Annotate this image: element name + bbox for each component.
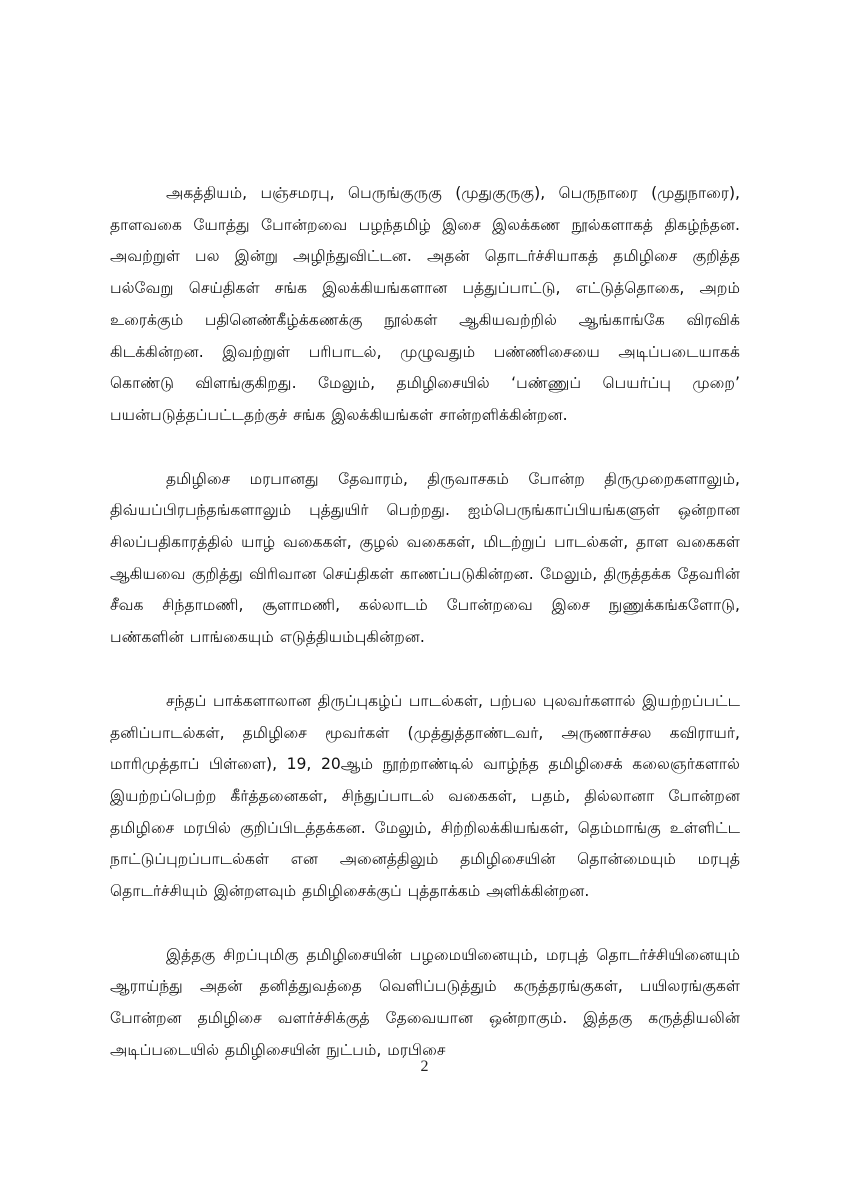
paragraph-3: சந்தப் பாக்களாலான திருப்புகழ்ப் பாடல்கள், பற்பல புலவர்களால் இயற்றப்பட்ட தனிப்பாடல்கள், தமிழிசை மூவர்கள் (முத்துத்தாண்டவர், அருணாச்சல கவிராயர், மாரிமுத்தாப் பிள்ளை), 19, 20ஆம் நூற்றாண்டில் வாழ்ந்த தமிழிசைக் கலைஞர்களால் இயற்றப்பெற்ற கீர்த்தனைகள், சிந்துப்பாடல் வகைகள், பதம், தில்லானா போன்றன தமிழிசை மரபில் குறிப்பிடத்தக்கன. மேலும், சிற்றிலக்கியங்கள், தெம்மாங்கு உள்ளிட்ட நாட்டுப்புறப்பாடல்கள் என அனைத்திலும் தமிழிசையின் தொன்மையும் மரபுத் தொடர்ச்சியும் இன்றளவும் தமிழிசைக்குப் புத்தாக்கம் அளிக்கின்றன. [110,691,740,901]
paragraph-1: அகத்தியம், பஞ்சமரபு, பெருங்குருகு (முதுகுருகு), பெருநாரை (முதுநாரை), தாளவகை யோத்து போன்றவை பழந்தமிழ் இசை இலக்கண நூல்களாகத் திகழ்ந்தன. அவற்றுள் பல இன்று அழிந்துவிட்டன. அதன் தொடர்ச்சியாகத் தமிழிசை குறித்த பல்வேறு செய்திகள் சங்க இலக்கியங்களான பத்துப்பாட்டு, எட்டுத்தொகை, அறம் உரைக்கும் பதினெண்கீழ்க்கணக்கு நூல்கள் ஆகியவற்றில் ஆங்காங்கே விரவிக் கிடக்கின்றன. இவற்றுள் பரிபாடல், முழுவதும் பண்ணிசையை அடிப்படையாகக் கொண்டு விளங்குகிறது. மேலும், தமிழிசையில் ‘பண்ணுப் பெயர்ப்பு முறை’ பயன்படுத்தப்பட்டதற்குச் சங்க இலக்கியங்கள் சான்றளிக்கின்றன. [110,184,740,424]
body-text [110,178,740,1099]
paragraph-4: இத்தகு சிறப்புமிகு தமிழிசையின் பழமையினையும், மரபுத் தொடர்ச்சியினையும் ஆராய்ந்து அதன் தனித்துவத்தை வெளிப்படுத்தும் கருத்தரங்குகள், பயிலரங்குகள் போன்றன தமிழிசை வளர்ச்சிக்குத் தேவையான ஒன்றாகும். இத்தகு கருத்தியலின் அடிப்படையில் தமிழிசையின் நுட்பம், மரபிசை [110,945,740,1059]
paragraph-2: தமிழிசை மரபானது தேவாரம், திருவாசகம் போன்ற திருமுறைகளாலும், திவ்யப்பிரபந்தங்களாலும் புத்துயிர் பெற்றது. ஐம்பெருங்காப்பியங்களுள் ஒன்றான சிலப்பதிகாரத்தில் யாழ் வகைகள், குழல் வகைகள், மிடற்றுப் பாடல்கள், தாள வகைகள் ஆகியவை குறித்து விரிவான செய்திகள் காணப்படுகின்றன. மேலும், திருத்தக்க தேவரின் சீவக சிந்தாமணி, சூளாமணி, கல்லாடம் போன்றவை இசை நுணுக்கங்களோடு, பண்களின் பாங்கையும் எடுத்தியம்புகின்றன. [110,469,740,647]
page-number: 2 [420,1058,429,1075]
